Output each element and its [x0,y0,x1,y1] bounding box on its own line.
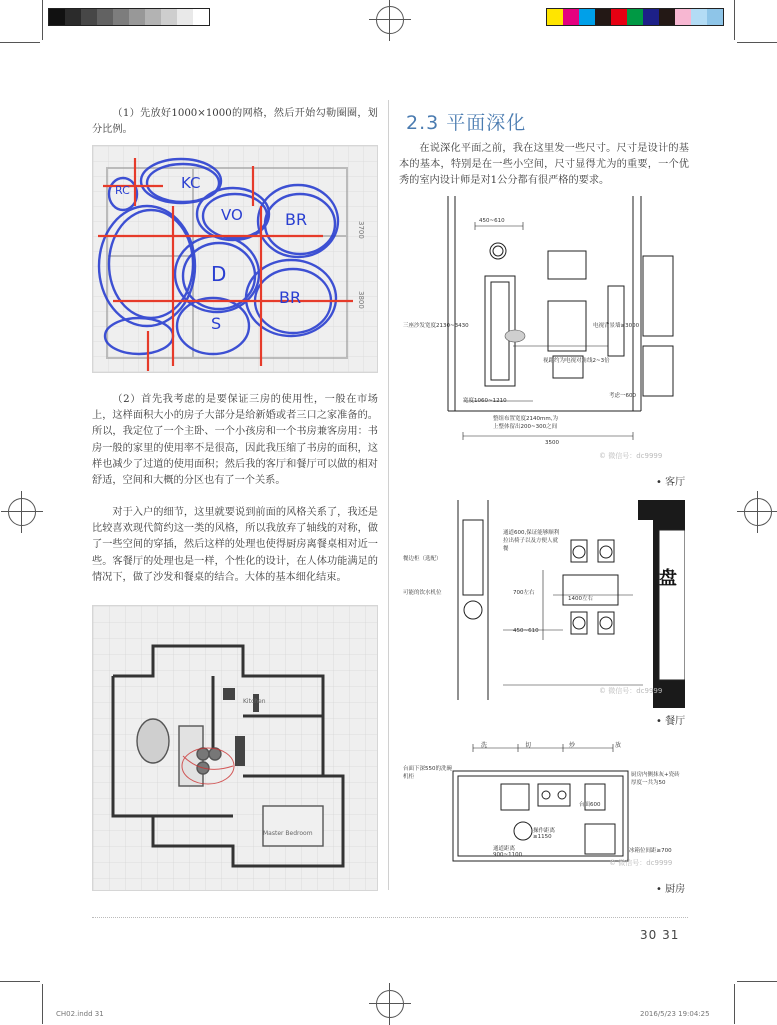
dimension-label: 冰箱位间距≥700 [629,848,672,854]
dimension-label: 3700 [357,221,365,239]
watermark: © 微信号：dc9999 [599,452,663,460]
bubble-mark-rc: RC [115,184,130,197]
sink-symbol: 盘 [659,568,677,589]
registration-mark [376,6,404,34]
dimension-label: 3500 [545,440,559,446]
dimension-label: 操作距离≥1150 [533,828,556,840]
watermark: © 微信号：dc9999 [609,859,673,867]
file-name: CH02.indd 31 [56,1010,104,1018]
crop-mark [42,0,43,40]
color-swatch [81,9,97,25]
dimension-label: 台面600 [579,802,601,808]
bubble-mark-kc: KC [181,174,201,192]
clearance-label: 通道600,保证能够顺利拉出椅子以及方便人就餐 [503,530,560,552]
bubble-mark-vo: VO [221,206,243,224]
crop-mark [0,42,40,43]
dimension-label: 电视背景墙≥3000 [593,323,640,329]
registration-mark [744,498,772,526]
grayscale-bar [48,8,210,26]
color-swatch [643,9,659,25]
bubble-mark-d: D [211,262,227,286]
gutter-line [388,100,389,890]
color-swatch [579,9,595,25]
refined-plan-sketch [93,606,377,890]
figure-caption: • 厨房 [656,884,686,895]
color-swatch [611,9,627,25]
section-heading: 2.3 平面深化 [406,112,527,134]
room-label: Kitchen [243,698,266,705]
color-swatch [177,9,193,25]
living-room-drawing [403,196,685,466]
workflow-label: 炒 [569,742,576,749]
dimension-label: 700左右 [513,590,535,596]
color-swatch [691,9,707,25]
furniture-label: 可能的饮水机位 [403,590,442,596]
furniture-label: 餐边柜（选配） [403,556,442,562]
color-swatch [547,9,563,25]
crop-mark [0,981,40,982]
dimension-label: 1400左右 [568,596,593,602]
dimension-label: 三座沙发宽度2130~3430 [403,323,469,329]
crop-mark [42,984,43,1024]
watermark: © 微信号：dc9999 [599,687,663,695]
color-swatch [65,9,81,25]
appliance-label: 台面下深550的洗碗机柜 [403,766,452,780]
kitchen-drawing [403,736,685,872]
footer-rule [92,917,688,918]
bubble-mark-br: BR [285,210,308,229]
paragraph-3: 对于入户的细节，这里就要说到前面的风格关系了，我还是比较喜欢现代简约这一类的风格，所以我放弃了轴线的对称，做了一些空间的穿插，然后这样的处理也使得厨房离餐桌相对近一些。客餐厅的处理也是一样，个性化的设计，在人体功能满足的情况下，做了沙发和餐桌的结合。大体的基本细化结束。 [92,507,378,583]
dimension-label: 考虑一600 [609,393,636,399]
color-swatch [707,9,723,25]
color-swatch [627,9,643,25]
crop-mark [737,981,777,982]
dimension-label: 厨房内侧抹灰+瓷砖厚度一共为50 [631,772,680,786]
room-label: Master Bedroom [263,830,313,837]
crop-mark [734,984,735,1024]
color-swatch [129,9,145,25]
color-swatch [161,9,177,25]
sketch-plan-figure [92,145,378,373]
color-swatch [595,9,611,25]
dimension-label: 视距约为电视对角线2~3倍 [543,358,610,364]
dimension-label: 宽度1060~1210 [463,398,507,404]
paragraph-1: （1）先放好1000×1000的网格，然后开始勾勒圈圈，划分比例。 [92,108,378,136]
section-paragraph: 在说深化平面之前，我在这里发一些尺寸。尺寸是设计的基本的基本，特别是在一些小空间，尺寸显得尤为的重要，一个优秀的室内设计师是对1公分都有很严格的要求。 [399,143,689,187]
dimension-label: 通道距离900~1100 [493,846,523,858]
color-swatch [97,9,113,25]
crop-mark [737,42,777,43]
dimension-label: 整组布置宽度2140mm,为 [493,416,558,422]
crop-mark [734,0,735,40]
figure-caption: • 餐厅 [656,716,686,727]
workflow-label: 切 [525,742,532,749]
page-numbers: 30 31 [640,928,680,942]
workflow-label: 洗 [481,742,488,749]
bubble-mark-s: S [211,314,222,333]
refined-plan-figure [92,605,378,891]
color-swatch [193,9,209,25]
workflow-label: 放 [615,742,622,749]
dimension-label: 450~610 [479,218,505,224]
bubble-diagram [93,146,377,372]
dimension-label: 450~610 [513,628,539,634]
color-bar [546,8,724,26]
figure-caption: • 客厅 [656,477,686,488]
dining-room-drawing [403,500,685,708]
dimension-label: 3800 [357,291,365,309]
color-swatch [659,9,675,25]
registration-mark [376,990,404,1018]
print-timestamp: 2016/5/23 19:04:25 [640,1010,710,1018]
color-swatch [113,9,129,25]
registration-mark [8,498,36,526]
bubble-mark-br2: BR [279,288,302,307]
dimension-label: 上整体留出200~300之间 [493,424,558,430]
color-swatch [675,9,691,25]
paragraph-2: （2）首先我考虑的是要保证三房的使用性，一般在市场上，这样面积大小的房子大部分是给新婚或者三口之家准备的。所以，我定位了一个主卧、一个小孩房和一个书房兼客房用：书房一般的家里的使用率不是很高，因此我压缩了书房的面积，这样也减少了过道的使用面积；然后我的客厅和餐厅可以做的相对舒适，空间和大概的分区也有了一个关系。 [92,394,378,487]
color-swatch [145,9,161,25]
color-swatch [563,9,579,25]
color-swatch [49,9,65,25]
